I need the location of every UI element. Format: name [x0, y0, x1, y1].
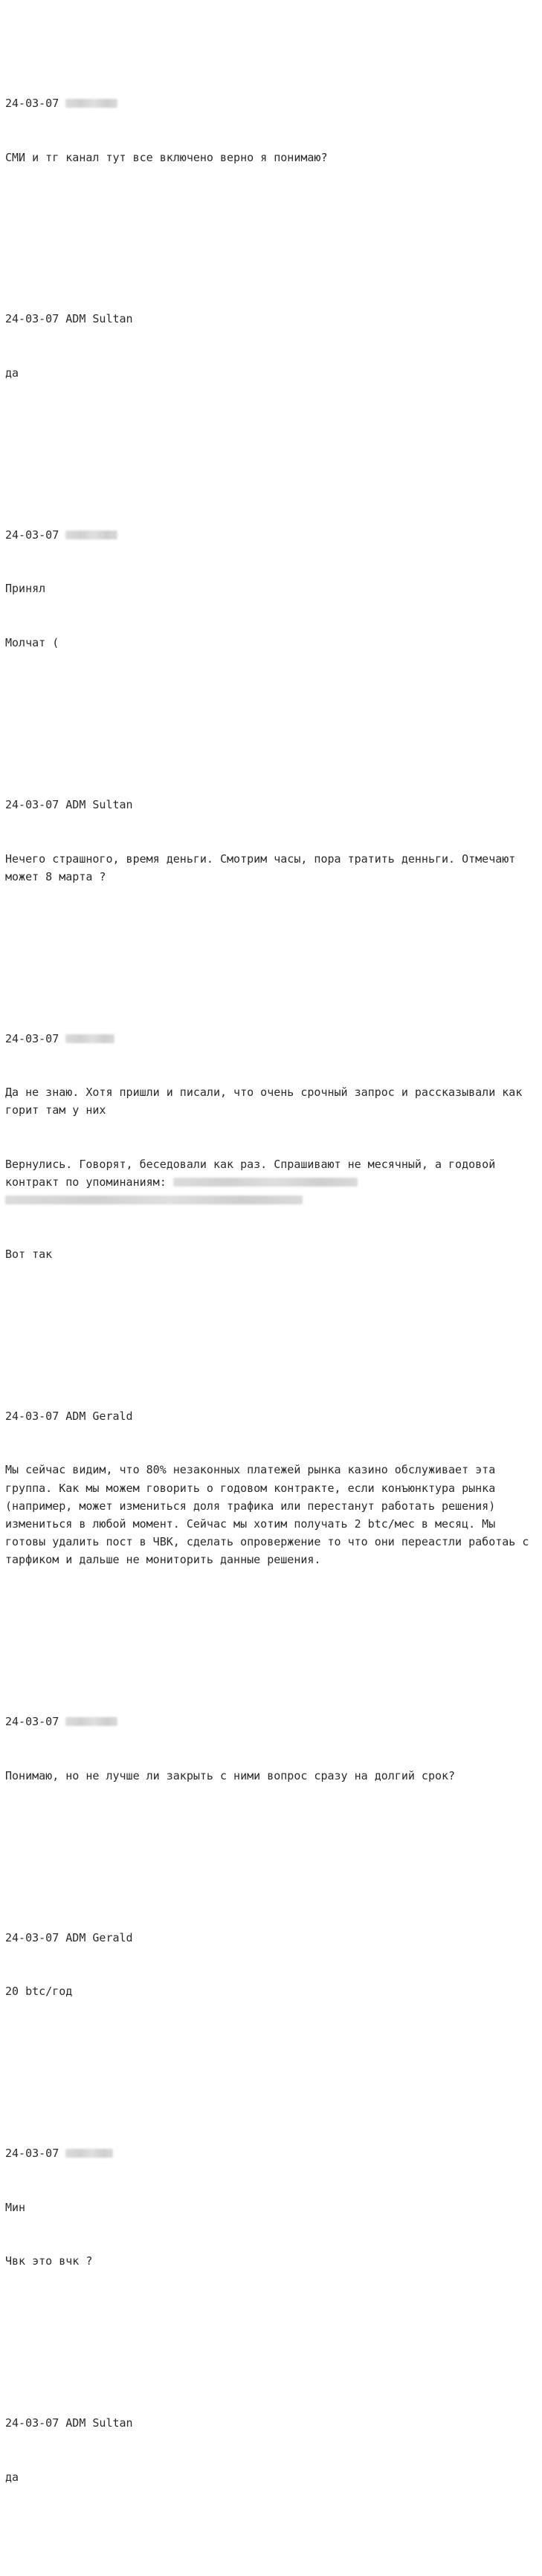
redacted-author — [65, 1717, 117, 1726]
message-author: ADM Sultan — [65, 2416, 133, 2430]
message-header — [5, 310, 538, 328]
message — [5, 59, 538, 203]
message-header — [5, 94, 538, 112]
message-author: ADM Gerald — [65, 1930, 133, 1944]
message-text: Да не знаю. Хотя пришли и писали, что очень срочный запрос и рассказывали как горит там у них — [5, 1086, 529, 1117]
message-text: да — [5, 366, 19, 380]
message-date: 24-03-07 — [5, 1409, 59, 1423]
message — [5, 490, 538, 687]
message-text: 20 btc/год — [5, 1985, 73, 1999]
message-header — [5, 1713, 538, 1730]
redacted-author — [65, 1034, 114, 1043]
message — [5, 993, 538, 1299]
redacted-text — [5, 1195, 303, 1204]
message-author: ADM Sultan — [65, 797, 133, 811]
message — [5, 1371, 538, 1605]
redacted-author — [65, 2149, 113, 2158]
message-text: СМИ и тг канал тут все включено верно я понимаю? — [5, 150, 328, 164]
message-text — [5, 1155, 538, 1210]
message — [5, 1677, 538, 1821]
message-text-part: Вернулись. Говорят, беседовали как раз. Спрашивают не месячный, а годовой контракт по упоминаниям: — [5, 1157, 503, 1190]
redacted-author — [65, 99, 117, 108]
message-author: ADM Sultan — [65, 312, 133, 326]
message-header — [5, 1030, 538, 1048]
message-text: Вот так — [5, 1247, 53, 1261]
message-header — [5, 2414, 538, 2432]
message-text: Понимаю, но не лучше ли закрыть с ними вопрос сразу на долгий срок? — [5, 1768, 456, 1782]
message-date: 24-03-07 — [5, 97, 59, 111]
message-header — [5, 1929, 538, 1947]
message-date: 24-03-07 — [5, 797, 59, 811]
message-text: Мы сейчас видим, что 80% незаконных платежей рынка казино обслуживает эта группа. Как мы можем говорить о годовом контракте, если конъюнктура рынка (например, может измениться доля трафика или перестанут работать решения) измениться в любой момент. Сейчас мы хотим получать 2 btc/мес в месяц. Мы готовы удалить пост в ЧВК, сделать опровержение то что они переастли работаь с тарфиком и дальше не мониторить данные решения. — [5, 1463, 536, 1567]
message — [5, 1892, 538, 2037]
redacted-author — [65, 531, 117, 539]
message-header — [5, 2144, 538, 2162]
message-text: Молчат ( — [5, 636, 59, 650]
message-text: Нечего страшного, время деньги. Смотрим часы, пора тратить денньги. Отмечают может 8 марта ? — [5, 851, 523, 883]
message-date: 24-03-07 — [5, 1930, 59, 1944]
chat-log — [5, 4, 538, 2576]
message-date: 24-03-07 — [5, 528, 59, 542]
message-author: ADM Gerald — [65, 1409, 133, 1423]
message-date: 24-03-07 — [5, 2147, 59, 2161]
message-date: 24-03-07 — [5, 2416, 59, 2430]
message-header — [5, 526, 538, 544]
message-date: 24-03-07 — [5, 1715, 59, 1729]
message-text: Мин — [5, 2200, 26, 2214]
message-date: 24-03-07 — [5, 312, 59, 326]
redacted-text — [173, 1178, 358, 1187]
message — [5, 2109, 538, 2306]
message — [5, 274, 538, 418]
message-date: 24-03-07 — [5, 1031, 59, 1045]
message-header — [5, 1407, 538, 1425]
message — [5, 759, 538, 921]
message-header — [5, 796, 538, 814]
message-text: да — [5, 2470, 19, 2484]
message-text: Принял — [5, 582, 46, 596]
message-text: Чвк это вчк ? — [5, 2254, 93, 2268]
message — [5, 2378, 538, 2523]
